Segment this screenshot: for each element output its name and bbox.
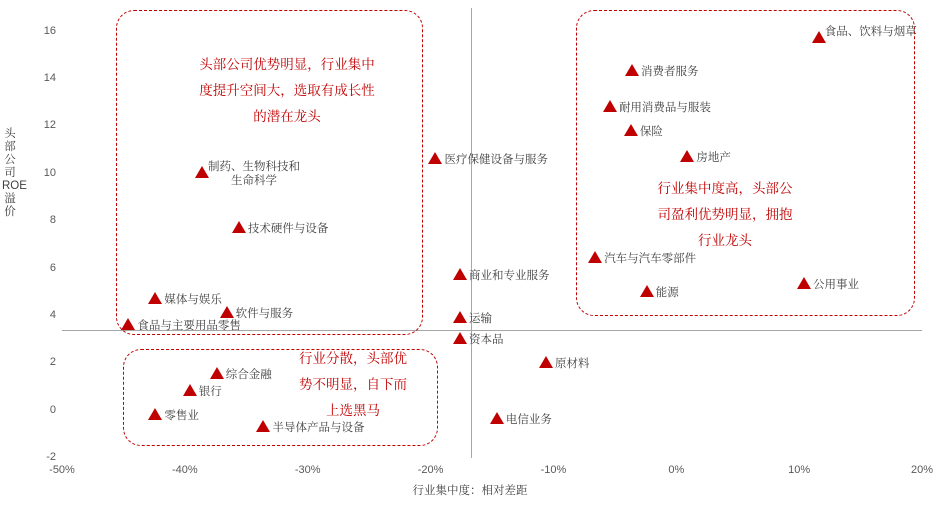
data-point-marker	[453, 268, 467, 280]
x-tick-label: -30%	[294, 464, 321, 476]
data-point-marker	[624, 124, 638, 136]
x-tick-label: 20%	[910, 464, 934, 476]
annotation-line: 头部公司优势明显，行业集中	[199, 57, 375, 72]
annotation-line: 行业集中度高，头部公	[657, 181, 793, 196]
x-axis-title: 行业集中度：相对差距	[412, 485, 528, 497]
data-point-label: 医疗保健设备与服务	[444, 153, 548, 166]
data-point-marker	[539, 356, 553, 368]
data-point-marker	[428, 152, 442, 164]
data-point-marker	[680, 150, 694, 162]
data-point-marker	[232, 221, 246, 233]
data-point-label: 资本品	[469, 333, 504, 346]
data-point-marker	[490, 412, 504, 424]
data-point-marker	[812, 31, 826, 43]
data-point-marker	[183, 384, 197, 396]
annotation-line: 行业分散，头部优	[299, 351, 407, 366]
bottom-left-note	[268, 346, 438, 424]
data-point-marker	[121, 318, 135, 330]
annotation-line: 势不明显，自下而	[299, 377, 407, 392]
data-point-label: 电信业务	[505, 414, 552, 427]
data-point-label: 媒体与娱乐	[164, 293, 222, 306]
y-tick-label: -2	[46, 451, 56, 463]
data-point-marker	[640, 285, 654, 297]
x-tick-label: 10%	[788, 464, 811, 476]
data-point-label: 商业和专业服务	[469, 270, 550, 282]
data-point-marker	[148, 292, 162, 304]
y-tick-label: 2	[49, 356, 56, 369]
data-point-marker	[195, 166, 209, 178]
data-point-marker	[220, 306, 234, 318]
data-point-label: 运输	[469, 312, 493, 325]
x-tick-label: -10%	[540, 464, 567, 476]
plot-area	[43, 8, 934, 476]
right-box	[576, 10, 915, 316]
right-note	[610, 176, 840, 254]
annotation-line: 上选黑马	[326, 403, 380, 418]
x-tick-label: -50%	[49, 464, 75, 476]
data-point-marker	[625, 64, 639, 76]
data-point-label: 耐用消费品与服装	[618, 101, 711, 114]
y-axis-line	[471, 8, 472, 458]
data-point-label: 房地产	[696, 151, 731, 164]
annotation-line: 度提升空间大，选取有成长性	[199, 83, 375, 98]
data-point-label: 保险	[639, 125, 663, 138]
data-point-label: 零售业	[164, 409, 199, 422]
top-left-note	[162, 52, 412, 130]
data-point-marker	[453, 332, 467, 344]
data-point-label: 软件与服务	[235, 307, 294, 320]
annotation-line: 司盈利优势明显，拥抱	[657, 207, 793, 222]
annotation-line: 行业龙头	[698, 233, 752, 248]
data-point-label: 能源	[655, 286, 679, 299]
data-point-label: 综合金融	[225, 369, 272, 382]
annotation-line: 的潜在龙头	[253, 109, 321, 124]
data-point-marker	[603, 100, 617, 112]
data-point-label: 食品、饮料与烟草	[824, 26, 917, 39]
data-point-marker	[797, 277, 811, 289]
y-tick-label: 0	[49, 403, 56, 416]
y-tick-label: 10	[43, 166, 56, 179]
y-tick-label: 12	[43, 119, 56, 132]
data-point-marker	[588, 251, 602, 263]
y-tick-label: 4	[49, 308, 56, 321]
x-tick-label: -40%	[172, 464, 198, 476]
x-tick-label: 0%	[668, 464, 685, 476]
y-tick-label: 14	[43, 72, 56, 85]
x-tick-label: -20%	[417, 464, 444, 476]
data-point-marker	[148, 408, 162, 420]
data-point-label: 银行	[198, 386, 222, 399]
data-point-marker	[210, 367, 224, 379]
data-point-label: 半导体产品与设备	[272, 421, 365, 434]
data-point-label: 技术硬件与设备	[247, 222, 329, 235]
y-axis-title: 头部公司ROE溢价	[2, 128, 27, 218]
data-point-label: 原材料	[555, 357, 590, 370]
y-tick-label: 8	[49, 214, 56, 227]
data-point-label: 公用事业	[813, 279, 860, 292]
y-tick-label: 16	[43, 24, 56, 37]
y-tick-label: 6	[49, 261, 56, 274]
data-point-marker	[453, 311, 467, 323]
data-point-label: 制药、生物科技和生命科学	[208, 161, 301, 188]
data-point-label: 消费者服务	[641, 66, 699, 79]
data-point-label: 食品与主要用品零售	[137, 319, 241, 332]
data-point-label: 汽车与汽车零部件	[604, 253, 697, 266]
